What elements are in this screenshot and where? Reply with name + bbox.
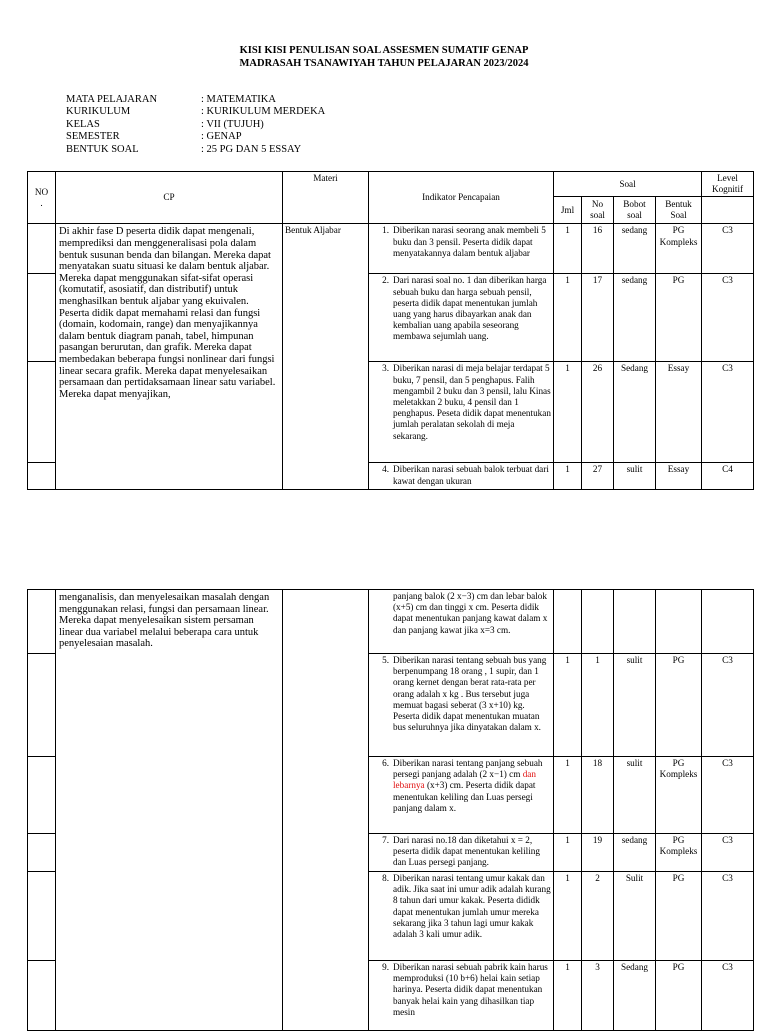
jml-cell: 1 bbox=[554, 834, 582, 872]
header-bentuk: Bentuk Soal bbox=[656, 197, 702, 224]
no-soal-cell: 3 bbox=[582, 961, 614, 1031]
no-cell bbox=[28, 654, 56, 757]
indikator-cell: 7. Dari narasi no.18 dan diketahui x = 2, peserta didik dapat menentukan keliling dan Luas persegi panjang. bbox=[369, 834, 554, 872]
no-soal-cell: 2 bbox=[582, 872, 614, 961]
doc-title-line2: MADRASAH TSANAWIYAH TAHUN PELAJARAN 2023/2024 bbox=[239, 58, 529, 69]
level-cell: C3 bbox=[702, 654, 754, 757]
cp-cell: Di akhir fase D peserta didik dapat mengenali, memprediksi dan menggeneralisasi pola dalam bentuk susunan benda dan bilangan. Mereka dapat menyatakan suatu situasi ke dalam bentuk aljabar. Mereka dapat menggunakan sifat-sifat operasi (komutatif, asosiatif, dan distributif) untuk menghasilkan bentuk aljabar yang ekuivalen. Peserta didik dapat memahami relasi dan fungsi (domain, kodomain, range) dan menyajikannya dalam bentuk diagram panah, tabel, himpunan pasangan berurutan, dan grafik. Mereka dapat membedakan beberapa fungsi nonlinear dari fungsi linear secara grafik. Mereka dapat menyelesaikan persamaan dan pertidaksamaan linear satu variabel. Mereka dapat menyajikan, bbox=[56, 224, 283, 490]
bentuk-cell: PG Kompleks bbox=[656, 757, 702, 834]
level-cell bbox=[702, 590, 754, 654]
level-cell: C3 bbox=[702, 834, 754, 872]
bobot-cell: Sedang bbox=[614, 961, 656, 1031]
no-soal-cell bbox=[582, 590, 614, 654]
meta-label: KURIKULUM bbox=[66, 106, 131, 118]
meta-value: : 25 PG DAN 5 ESSAY bbox=[201, 143, 302, 155]
meta-row bbox=[66, 106, 325, 118]
bentuk-cell: Essay bbox=[656, 463, 702, 490]
bobot-cell: sulit bbox=[614, 463, 656, 490]
table-row bbox=[28, 590, 754, 654]
level-cell: C3 bbox=[702, 757, 754, 834]
header-level: Level Kognitif bbox=[702, 172, 754, 197]
meta-value: : GENAP bbox=[201, 131, 242, 143]
meta-value: : MATEMATIKA bbox=[201, 94, 276, 105]
header-bobot: Bobot soal bbox=[614, 197, 656, 224]
indikator-cell: 3. Diberikan narasi di meja belajar terdapat 5 buku, 7 pensil, dan 5 penghapus. Falih mengambil 2 buku dan 3 pensil, lalu Kinas meletakkan 2 buku, 4 pensil dan 1 penghapus. Peseta didik dapat menentukan jumlah peralatan sekolah di meja sekarang. bbox=[369, 362, 554, 463]
no-cell bbox=[28, 834, 56, 872]
level-cell: C3 bbox=[702, 274, 754, 362]
bobot-cell: sulit bbox=[614, 654, 656, 757]
kisi-table-1 bbox=[27, 171, 754, 490]
jml-cell: 1 bbox=[554, 872, 582, 961]
level-cell: C4 bbox=[702, 463, 754, 490]
jml-cell: 1 bbox=[554, 757, 582, 834]
bobot-cell: sedang bbox=[614, 274, 656, 362]
doc-title-line1: KISI KISI PENULISAN SOAL ASSESMEN SUMATIF GENAP bbox=[239, 45, 529, 56]
meta-label: MATA PELAJARAN bbox=[66, 94, 158, 105]
bentuk-cell: PG bbox=[656, 274, 702, 362]
header-indikator: Indikator Pencapaian bbox=[369, 172, 554, 224]
no-soal-cell: 1 bbox=[582, 654, 614, 757]
bentuk-cell: PG bbox=[656, 961, 702, 1031]
jml-cell: 1 bbox=[554, 362, 582, 463]
jml-cell: 1 bbox=[554, 654, 582, 757]
no-soal-cell: 26 bbox=[582, 362, 614, 463]
header-materi: Materi bbox=[283, 172, 369, 224]
bentuk-cell bbox=[656, 590, 702, 654]
no-soal-cell: 19 bbox=[582, 834, 614, 872]
no-cell bbox=[28, 590, 56, 654]
level-cell: C3 bbox=[702, 872, 754, 961]
kisi-table-2 bbox=[27, 589, 754, 1031]
header-no-soal: No soal bbox=[582, 197, 614, 224]
table-row bbox=[28, 224, 754, 274]
no-soal-cell: 27 bbox=[582, 463, 614, 490]
cp-cell: menganalisis, dan menyelesaikan masalah dengan menggunakan relasi, fungsi dan persamaan linear. Mereka dapat menyelesaikan sistem persaman linear dua variabel melalui beberapa cara untuk penyelesaian masalah. bbox=[56, 590, 283, 1031]
meta-info bbox=[66, 94, 325, 156]
bobot-cell bbox=[614, 590, 656, 654]
no-soal-cell: 18 bbox=[582, 757, 614, 834]
level-cell: C3 bbox=[702, 362, 754, 463]
highlight-text: dan lebarnya bbox=[393, 769, 536, 791]
materi-cell: Bentuk Aljabar bbox=[283, 224, 369, 490]
indikator-cell: 4. Diberikan narasi sebuah balok terbuat dari kawat dengan ukuran bbox=[369, 463, 554, 490]
no-cell bbox=[28, 463, 56, 490]
meta-row bbox=[66, 131, 325, 143]
jml-cell: 1 bbox=[554, 224, 582, 274]
indikator-cell: 2. Dari narasi soal no. 1 dan diberikan harga sebuah buku dan harga sebuah pensil, peserta didik dapat menentukan jumlah uang yang harus dibayarkan anak dan kembalian uang apabila seseorang membawa sejumlah uang. bbox=[369, 274, 554, 362]
bentuk-cell: PG bbox=[656, 872, 702, 961]
header-soal: Soal bbox=[554, 172, 702, 197]
jml-cell: 1 bbox=[554, 463, 582, 490]
bobot-cell: Sulit bbox=[614, 872, 656, 961]
no-cell bbox=[28, 757, 56, 834]
indikator-cell: 8. Diberikan narasi tentang umur kakak dan adik. Jika saat ini umur adik adalah kurang 8 tahun dari umur kakak. Peserta dididk dapat menentukan jumlah umur mereka sekarang jika 3 tahun lagi umur kakak adalah 3 kali umur adik. bbox=[369, 872, 554, 961]
bobot-cell: Sedang bbox=[614, 362, 656, 463]
no-cell bbox=[28, 362, 56, 463]
no-cell bbox=[28, 872, 56, 961]
meta-row bbox=[66, 119, 325, 131]
meta-label: SEMESTER bbox=[66, 131, 120, 143]
bentuk-cell: PG Kompleks bbox=[656, 834, 702, 872]
bobot-cell: sedang bbox=[614, 224, 656, 274]
no-soal-cell: 16 bbox=[582, 224, 614, 274]
meta-value: : VII (TUJUH) bbox=[201, 118, 264, 130]
meta-value: : KURIKULUM MERDEKA bbox=[201, 106, 326, 118]
bentuk-cell: PG Kompleks bbox=[656, 224, 702, 274]
indikator-cell: 6. Diberikan narasi tentang panjang sebuah persegi panjang adalah (2 x−1) cm dan lebarnya (x+3) cm. Peserta didik dapat menentukan keliling dan Luas persegi panjang dalam x. bbox=[369, 757, 554, 834]
level-cell: C3 bbox=[702, 224, 754, 274]
meta-row bbox=[66, 144, 325, 156]
jml-cell: 1 bbox=[554, 961, 582, 1031]
meta-label: BENTUK SOAL bbox=[66, 143, 139, 155]
header-cp: CP bbox=[56, 172, 283, 224]
header-jml: Jml bbox=[554, 197, 582, 224]
meta-label: KELAS bbox=[66, 118, 100, 130]
bobot-cell: sulit bbox=[614, 757, 656, 834]
materi-cell bbox=[283, 590, 369, 1031]
jml-cell: 1 bbox=[554, 274, 582, 362]
jml-cell bbox=[554, 590, 582, 654]
bentuk-cell: PG bbox=[656, 654, 702, 757]
indikator-cell: 1. Diberikan narasi seorang anak membeli 5 buku dan 3 pensil. Peserta didik dapat menyatakannya dalam bentuk aljabar bbox=[369, 224, 554, 274]
level-cell: C3 bbox=[702, 961, 754, 1031]
header-level-empty bbox=[702, 197, 754, 224]
no-cell bbox=[28, 274, 56, 362]
no-cell bbox=[28, 961, 56, 1031]
no-cell bbox=[28, 224, 56, 274]
bobot-cell: sedang bbox=[614, 834, 656, 872]
meta-row bbox=[66, 94, 325, 106]
header-no: NO . bbox=[28, 172, 56, 224]
indikator-cell: 5. Diberikan narasi tentang sebuah bus yang berpenumpang 18 orang , 1 supir, dan 1 orang kernet dengan berat rata-rata per orang adalah x kg . Bus tersebut juga memuat bagasi seberat (3 x+10) kg. Peserta didik dapat menentukan muatan bus seluruhnya jika dinyatakan dalam x. bbox=[369, 654, 554, 757]
bentuk-cell: Essay bbox=[656, 362, 702, 463]
indikator-cell: 9. Diberikan narasi sebuah pabrik kain harus memproduksi (10 b+6) helai kain setiap harinya. Peserta didik dapat menentukan banyak helai kain yang dihasilkan tiap mesin bbox=[369, 961, 554, 1031]
indikator-cell: panjang balok (2 x−3) cm dan lebar balok (x+5) cm dan tinggi x cm. Peserta didik dapat menentukan panjang kawat dalam x dan panjang kawat jika x=3 cm. bbox=[369, 590, 554, 654]
no-soal-cell: 17 bbox=[582, 274, 614, 362]
